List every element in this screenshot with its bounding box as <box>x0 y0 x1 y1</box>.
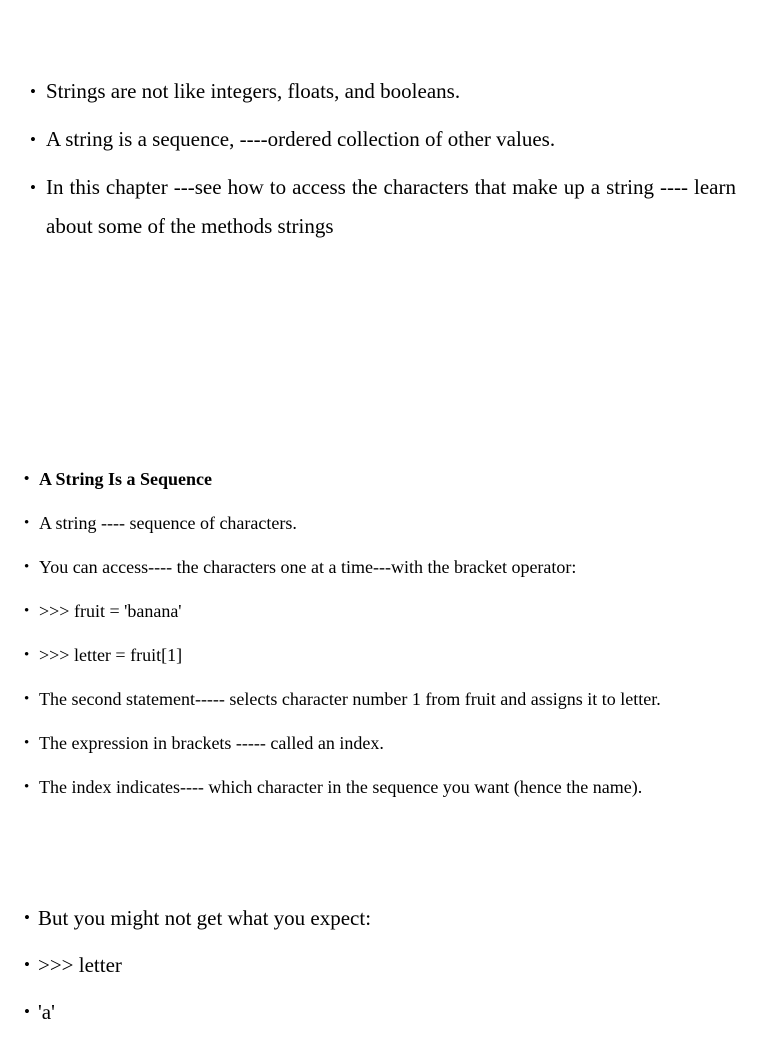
code-line-letter: • >>> letter = fruit[1] <box>24 637 732 673</box>
unexpected-result-bullet-list <box>24 899 732 1040</box>
code-output-a: • 'a' <box>24 993 732 1031</box>
bullet-second-statement: • The second statement----- selects character number 1 from fruit and assigns it to letter. <box>24 681 732 717</box>
intro-bullet-list <box>30 72 736 255</box>
bullet-string-definition: • A string ---- sequence of characters. <box>24 505 732 541</box>
intro-bullet-string-sequence: • A string is a sequence, ----ordered collection of other values. <box>30 120 736 159</box>
bullet-index-meaning: • The index indicates---- which character in the sequence you want (hence the name). <box>24 769 732 805</box>
bullet-bracket-operator: • You can access---- the characters one at a time---with the bracket operator: <box>24 549 732 585</box>
intro-bullet-chapter-overview: • In this chapter ---see how to access the characters that make up a string ---- learn about some of the methods strings <box>30 168 736 246</box>
code-line-letter-prompt: • >>> letter <box>24 946 732 984</box>
code-line-fruit: • >>> fruit = 'banana' <box>24 593 732 629</box>
section-heading: • A String Is a Sequence <box>24 461 732 497</box>
intro-bullet-strings-not-like: • Strings are not like integers, floats, and booleans. <box>30 72 736 111</box>
bullet-index-definition: • The expression in brackets ----- called an index. <box>24 725 732 761</box>
bullet-unexpected: • But you might not get what you expect: <box>24 899 732 937</box>
string-sequence-bullet-list <box>24 461 732 813</box>
